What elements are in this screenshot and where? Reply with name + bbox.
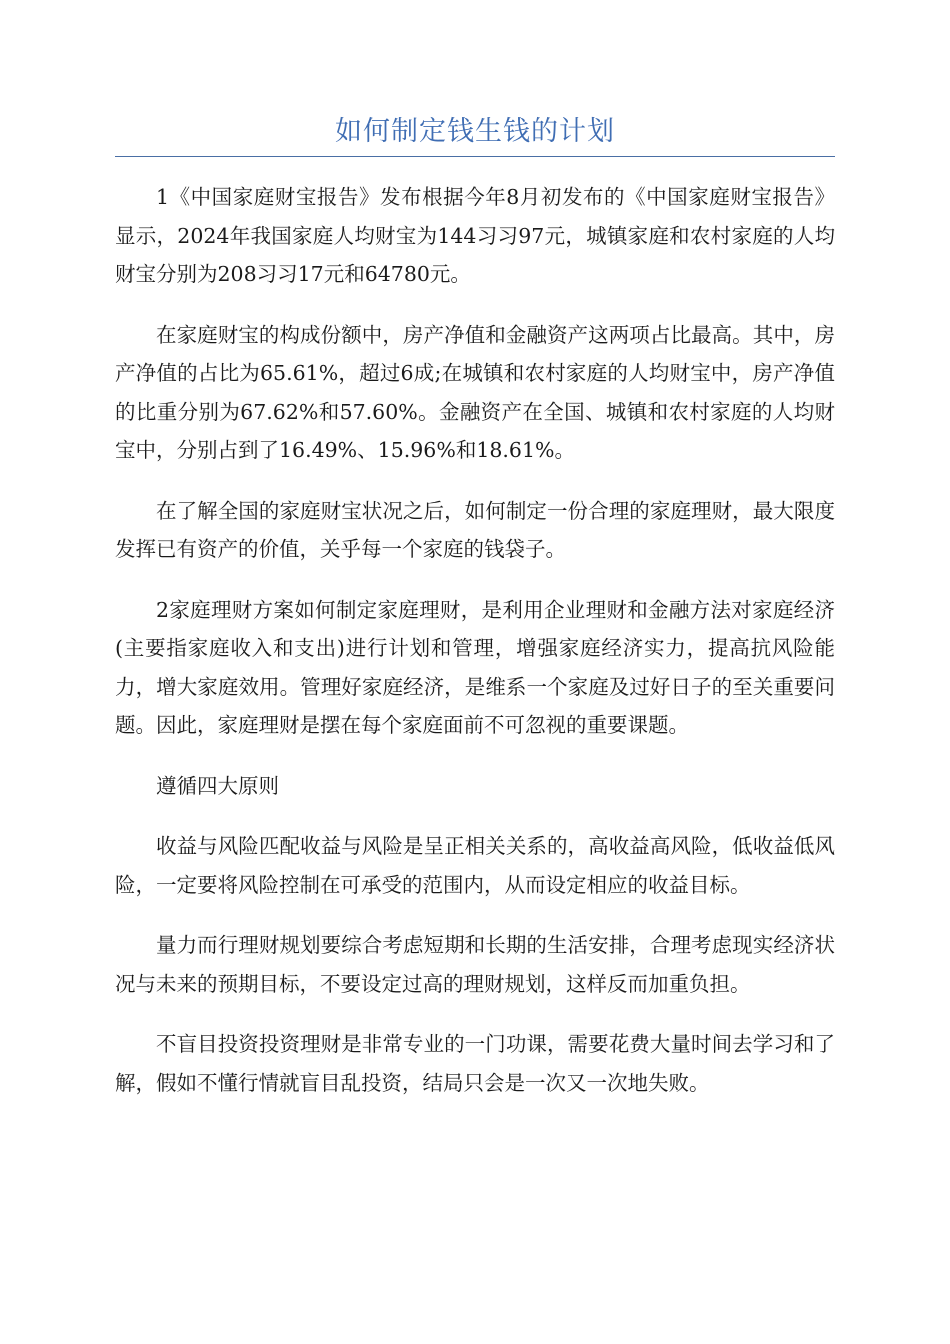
paragraph-risk-return: 收益与风险匹配收益与风险是呈正相关关系的，高收益高风险，低收益低风险，一定要将风险控制在可承受的范围内，从而设定相应的收益目标。 [115, 834, 835, 897]
paragraph-planning-importance: 在了解全国的家庭财宝状况之后，如何制定一份合理的家庭理财，最大限度发挥已有资产的价值，关乎每一个家庭的钱袋子。 [115, 498, 835, 561]
paragraph-within-means: 量力而行理财规划要综合考虑短期和长期的生活安排，合理考虑现实经济状况与未来的预期目标，不要设定过高的理财规划，这样反而加重负担。 [115, 933, 835, 996]
section-heading-principles: 遵循四大原则 [156, 773, 279, 798]
paragraph-no-blind-investing: 不盲目投资投资理财是非常专业的一门功课，需要花费大量时间去学习和了解，假如不懂行情就盲目乱投资，结局只会是一次又一次地失败。 [115, 1032, 835, 1095]
document-title: 如何制定钱生钱的计划 [335, 116, 615, 147]
paragraph-report-intro: 1《中国家庭财宝报告》发布根据今年8月初发布的《中国家庭财宝报告》显示，2024年我国家庭人均财宝为144习习97元，城镇家庭和农村家庭的人均财宝分别为208习习17元和64780元。 [115, 185, 835, 286]
paragraph-wealth-composition: 在家庭财宝的构成份额中，房产净值和金融资产这两项占比最高。其中，房产净值的占比为65.61%，超过6成;在城镇和农村家庭的人均财宝中，房产净值的比重分别为67.62%和57.60%。金融资产在全国、城镇和农村家庭的人均财宝中，分别占到了16.49%、15.96%和18.61%。 [115, 322, 835, 462]
document-body [115, 178, 835, 1124]
paragraph-financial-plan: 2家庭理财方案如何制定家庭理财，是利用企业理财和金融方法对家庭经济(主要指家庭收入和支出)进行计划和管理，增强家庭经济实力，提高抗风险能力，增大家庭效用。管理好家庭经济，是维系一个家庭及过好日子的至关重要问题。因此，家庭理财是摆在每个家庭面前不可忽视的重要课题。 [115, 597, 835, 737]
title-block [115, 112, 835, 157]
